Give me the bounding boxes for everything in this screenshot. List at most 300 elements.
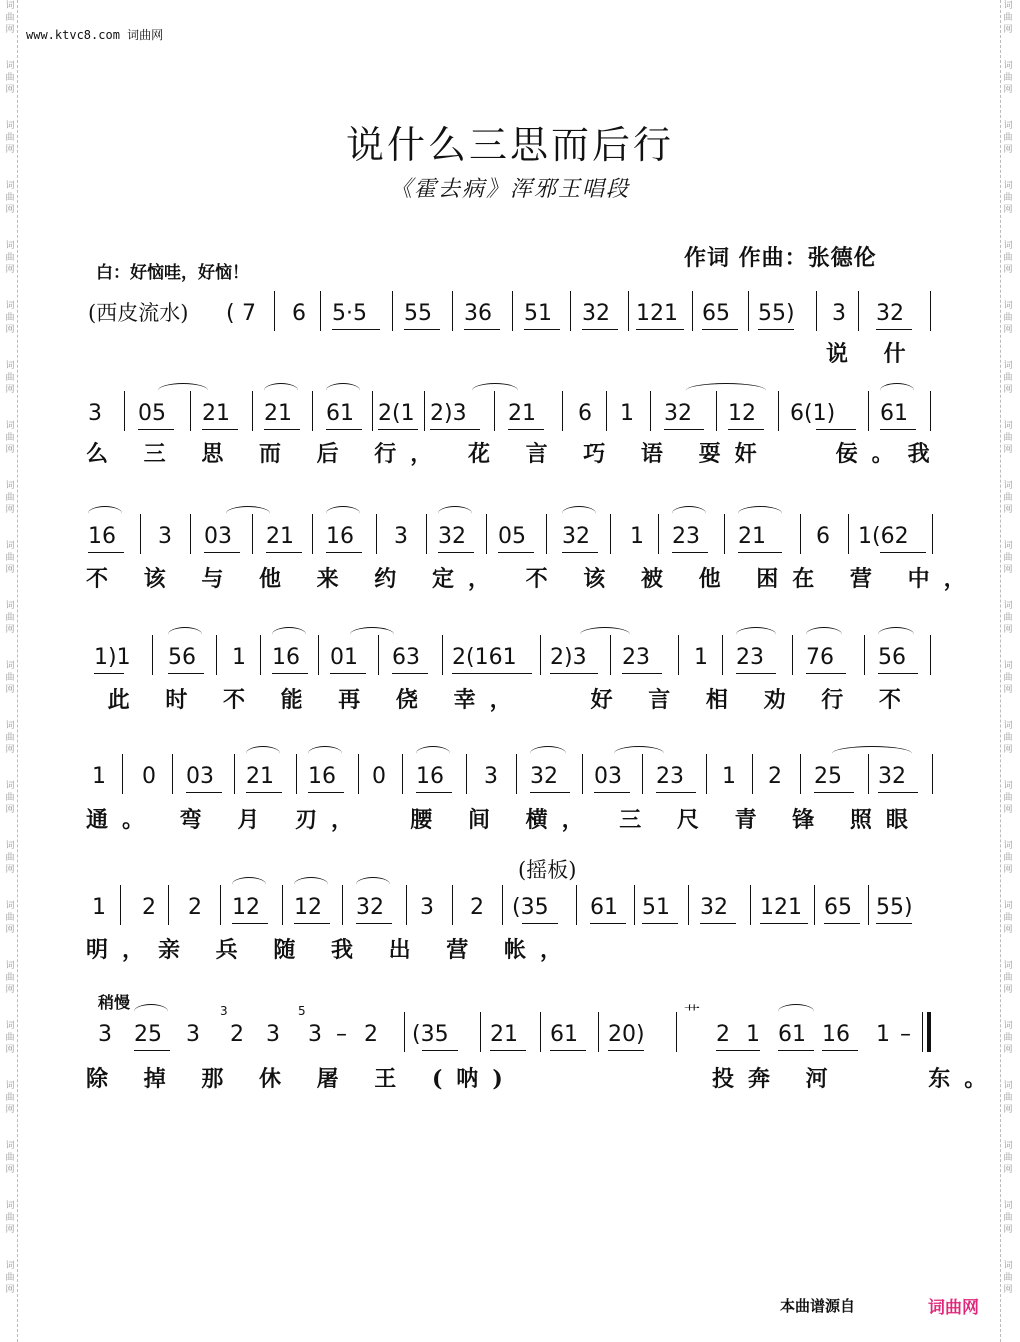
bar-line: [582, 754, 583, 794]
note: 61: [326, 401, 354, 426]
underline: [636, 329, 684, 330]
slur: [356, 877, 390, 892]
note: 25: [134, 1022, 162, 1047]
watermark-text: 词 曲 网: [1003, 1201, 1013, 1235]
note: 03: [594, 764, 622, 789]
watermark-text: 词 曲 网: [1003, 121, 1013, 155]
bar-line: [392, 291, 393, 331]
underline: [814, 792, 854, 793]
underline: [404, 329, 440, 330]
bar-line: [606, 391, 607, 431]
underline: [308, 792, 344, 793]
watermark-text: 词 曲 网: [1003, 481, 1013, 515]
watermark-text: 词 曲 网: [5, 241, 15, 275]
underline: [878, 792, 918, 793]
underline: [186, 792, 222, 793]
slur: [738, 506, 782, 521]
watermark-text: 词 曲 网: [1003, 961, 1013, 995]
bar-line: [748, 291, 749, 331]
notation-line-4: [86, 641, 946, 675]
underline: [562, 552, 598, 553]
underline: [378, 429, 418, 430]
bar-line: [930, 391, 931, 431]
bar-line: [452, 885, 453, 925]
note: 51: [524, 301, 552, 326]
underline: [778, 1050, 814, 1051]
note: 23: [622, 645, 650, 670]
bar-line: [570, 291, 571, 331]
underline: [672, 552, 708, 553]
bar-line: [724, 514, 725, 554]
bar-line: [426, 514, 427, 554]
underline: [716, 1050, 760, 1051]
note: 12: [294, 895, 322, 920]
watermark-text: 词 曲 网: [1003, 661, 1013, 695]
note: –: [900, 1022, 911, 1047]
note: 32: [664, 401, 692, 426]
underline: [738, 552, 782, 553]
note: 32: [562, 524, 590, 549]
bar-line: [318, 635, 319, 675]
bar-line: [122, 754, 123, 794]
bar-line: [486, 514, 487, 554]
watermark-text: 词 曲 网: [5, 781, 15, 815]
note: 16: [272, 645, 300, 670]
underline: [622, 673, 662, 674]
underline: [550, 673, 598, 674]
bar-line: [932, 514, 933, 554]
slur: [438, 506, 472, 521]
slur: [158, 383, 208, 398]
bar-line: [858, 291, 859, 331]
slur: [806, 627, 842, 642]
note: 1: [92, 895, 106, 920]
bar-line: [864, 635, 865, 675]
note: 32: [700, 895, 728, 920]
watermark-text: 词 曲 网: [5, 1201, 15, 1235]
bar-line: [540, 1012, 541, 1052]
lyrics-line-7b: 投奔 河 东。: [712, 1066, 1001, 1092]
note: 25: [814, 764, 842, 789]
bar-line: [402, 754, 403, 794]
underline: [452, 673, 532, 674]
lyrics-line-4: 此 时 不 能 再 侥 幸， 好 言 相 劝 行 不: [86, 687, 915, 713]
underline: [642, 923, 678, 924]
underline: [524, 329, 560, 330]
note: 32: [878, 764, 906, 789]
note: 1: [746, 1022, 760, 1047]
slur: [530, 746, 566, 761]
watermark-text: 词 曲 网: [1003, 721, 1013, 755]
bar-line: [320, 291, 321, 331]
underline: [700, 923, 736, 924]
bar-line: [274, 291, 275, 331]
bar-line: [576, 885, 577, 925]
notation-line-5: [86, 760, 946, 794]
song-title: 说什么三思而后行: [345, 123, 674, 167]
bar-line: [516, 754, 517, 794]
bar-line: [452, 291, 453, 331]
note: 05: [138, 401, 166, 426]
note: 2(1: [378, 401, 415, 426]
note: 1: [694, 645, 708, 670]
note: 23: [656, 764, 684, 789]
tempo-marking-line1: (西皮流水): [88, 301, 189, 325]
bar-line: [678, 635, 679, 675]
watermark-text: 词 曲 网: [5, 481, 15, 515]
note: 2: [142, 895, 156, 920]
note: 61: [590, 895, 618, 920]
bar-line: [216, 635, 217, 675]
note: 3: [832, 301, 846, 326]
slur: [272, 627, 306, 642]
underline: [822, 1050, 858, 1051]
note: 23: [672, 524, 700, 549]
note: 3: [186, 1022, 200, 1047]
watermark-text: 词 曲 网: [5, 841, 15, 875]
bar-line: [930, 291, 931, 331]
underline: [880, 552, 926, 553]
watermark-text: 词 曲 网: [1003, 1, 1013, 35]
note: 2: [230, 1022, 244, 1047]
underline: [94, 673, 124, 674]
bar-line: [930, 635, 931, 675]
note: 05: [498, 524, 526, 549]
underline: [88, 552, 124, 553]
watermark-text: 词 曲 网: [5, 181, 15, 215]
note: 32: [438, 524, 466, 549]
note: 3: [158, 524, 172, 549]
grace-note: 5: [298, 1004, 306, 1018]
note: 5·5: [332, 301, 367, 326]
watermark-text: 词 曲 网: [5, 301, 15, 335]
note: 56: [168, 645, 196, 670]
note: 55): [758, 301, 795, 326]
underline: [264, 429, 300, 430]
bar-line: [404, 1012, 405, 1052]
site-url[interactable]: [26, 26, 163, 43]
note: 1: [722, 764, 736, 789]
note: 32: [356, 895, 384, 920]
note: 1: [232, 645, 246, 670]
underline: [880, 429, 916, 430]
bar-line: [252, 514, 253, 554]
underline: [876, 329, 912, 330]
note: 21: [264, 401, 292, 426]
watermark-text: 词 曲 网: [1003, 1021, 1013, 1055]
underline: [416, 792, 452, 793]
lyrics-line-2: 么 三 思 而 后 行， 花 言 巧 语 耍奸 佞。我: [86, 441, 944, 467]
note: 2: [364, 1022, 378, 1047]
bar-line: [868, 754, 869, 794]
note: 32: [530, 764, 558, 789]
slur: [614, 746, 664, 761]
note: 3: [420, 895, 434, 920]
tempo-marking-line6: (摇板): [518, 858, 577, 882]
note: 55: [404, 301, 432, 326]
underline: [878, 673, 918, 674]
note: 51: [642, 895, 670, 920]
underline: [498, 552, 534, 553]
bar-line: [502, 885, 503, 925]
bar-line: [540, 635, 541, 675]
watermark-text: 词 曲 网: [5, 601, 15, 635]
bar-line: [922, 1012, 923, 1052]
note: (35: [512, 895, 549, 920]
watermark-text: 词 曲 网: [5, 361, 15, 395]
watermark-text: 词 曲 网: [1003, 241, 1013, 275]
watermark-text: 词 曲 网: [1003, 901, 1013, 935]
underline: [202, 429, 238, 430]
bar-line: [312, 391, 313, 431]
underline: [760, 923, 808, 924]
underline: [508, 429, 544, 430]
underline: [490, 1050, 526, 1051]
slur: [264, 383, 298, 398]
notation-line-3: [86, 520, 946, 554]
slur: [134, 1004, 168, 1019]
slur: [832, 746, 912, 761]
underline: [272, 673, 308, 674]
bar-line: [848, 514, 849, 554]
note: 16: [88, 524, 116, 549]
bar-line: [358, 754, 359, 794]
bar-line: [378, 635, 379, 675]
bar-line: [220, 885, 221, 925]
note: 1: [92, 764, 106, 789]
underline: [138, 429, 174, 430]
note: 61: [778, 1022, 806, 1047]
underline: [530, 792, 570, 793]
underline: [758, 329, 794, 330]
note: 2(161: [452, 645, 517, 670]
bar-line: [676, 1012, 677, 1052]
slur: [294, 877, 328, 892]
bar-line: [562, 391, 563, 431]
bar-line: [658, 514, 659, 554]
bar-line: [750, 885, 751, 925]
notation-line-6: [86, 891, 946, 925]
lyrics-line-3: 不 该 与 他 来 约 定， 不 该 被 他 困在 营 中，: [86, 566, 980, 592]
slur: [246, 746, 280, 761]
bar-line: [190, 391, 191, 431]
note: 55): [876, 895, 913, 920]
underline: [608, 1050, 644, 1051]
note: 1(62: [858, 524, 909, 549]
note: 2)3: [550, 645, 587, 670]
underline: [392, 673, 428, 674]
slur: [326, 506, 360, 521]
lyrics-line-6: 明，亲 兵 随 我 出 营 帐，: [86, 937, 576, 963]
note: 21: [738, 524, 766, 549]
bar-line: [466, 754, 467, 794]
bar-line: [650, 391, 651, 431]
bar-line: [868, 885, 869, 925]
bar-line: [610, 635, 611, 675]
watermark-text: 词 曲 网: [1003, 1141, 1013, 1175]
underline: [332, 329, 380, 330]
watermark-text: 词 曲 网: [5, 61, 15, 95]
note: 63: [392, 645, 420, 670]
note: 2: [716, 1022, 730, 1047]
underline: [326, 429, 362, 430]
underline: [330, 673, 366, 674]
underline: [876, 923, 912, 924]
note: 21: [490, 1022, 518, 1047]
bar-line: [642, 754, 643, 794]
underline: [522, 923, 558, 924]
underline: [824, 923, 860, 924]
bar-line: [598, 1012, 599, 1052]
underline: [464, 329, 500, 330]
watermark-text: 词 曲 网: [5, 901, 15, 935]
note: 0: [372, 764, 386, 789]
watermark-text: 词 曲 网: [1003, 1261, 1013, 1295]
note: 3: [88, 401, 102, 426]
watermark-text: 词 曲 网: [5, 1021, 15, 1055]
slur: [232, 877, 266, 892]
bar-line: [722, 635, 723, 675]
notation-line-1: [226, 297, 946, 331]
bar-line: [800, 754, 801, 794]
slur: [562, 506, 596, 521]
bar-line: [688, 885, 689, 925]
watermark-text: 词 曲 网: [5, 961, 15, 995]
watermark-text: 词 曲 网: [5, 421, 15, 455]
watermark-text: 词 曲 网: [5, 661, 15, 695]
watermark-text: 词 曲 网: [1003, 541, 1013, 575]
bar-line: [252, 391, 253, 431]
slur: [878, 627, 914, 642]
note: 32: [876, 301, 904, 326]
watermark-text: 词 曲 网: [5, 541, 15, 575]
bar-line: [816, 291, 817, 331]
notation-line-7: [86, 1003, 946, 1052]
watermark-text: 词 曲 网: [5, 1, 15, 35]
bar-line: [512, 291, 513, 331]
bar-line: [868, 391, 869, 431]
underline: [550, 1050, 586, 1051]
bar-line: [376, 514, 377, 554]
underline: [590, 923, 626, 924]
note: 6: [816, 524, 830, 549]
bar-line: [140, 514, 141, 554]
note: (: [226, 301, 235, 326]
slur: [672, 506, 706, 521]
note: (35: [412, 1022, 449, 1047]
grace-note: 3: [220, 1004, 228, 1018]
note: 65: [702, 301, 730, 326]
bar-line: [792, 635, 793, 675]
note: 12: [728, 401, 756, 426]
slur: [168, 627, 202, 642]
bar-line: [932, 754, 933, 794]
lyrics-line-7a: 除 掉 那 休 屠 王 (呐): [86, 1066, 517, 1092]
note: 65: [824, 895, 852, 920]
slur: [308, 746, 342, 761]
note: 6(1): [790, 401, 836, 426]
slur: [326, 383, 360, 398]
bar-line: [124, 391, 125, 431]
watermark-text: 词 曲 网: [5, 1141, 15, 1175]
note: 76: [806, 645, 834, 670]
notation-line-2: [86, 397, 946, 431]
bar-line: [190, 514, 191, 554]
site-url-text[interactable]: www.ktvc8.com: [26, 28, 120, 42]
note: 3: [394, 524, 408, 549]
bar-line: [120, 885, 121, 925]
note: 3: [266, 1022, 280, 1047]
underline: [582, 329, 618, 330]
underline: [664, 429, 704, 430]
free-meter-mark: 艹: [684, 1003, 701, 1022]
bar-line: [752, 754, 753, 794]
spoken-line: 白：好恼哇，好恼！: [96, 263, 249, 283]
footer-logo[interactable]: 词曲网: [928, 1298, 979, 1318]
slur: [226, 506, 270, 521]
underline: [728, 429, 764, 430]
bar-line: [168, 885, 169, 925]
bar-line: [172, 754, 173, 794]
slur: [88, 506, 122, 521]
slur: [416, 746, 450, 761]
bar-line: [778, 391, 779, 431]
underline: [736, 673, 776, 674]
note: 6: [292, 301, 306, 326]
watermark-text: 词 曲 网: [1003, 361, 1013, 395]
note: 2: [188, 895, 202, 920]
bar-line: [406, 885, 407, 925]
underline: [430, 429, 480, 430]
lyrics-line-5: 通。 弯 月 刃， 腰 间 横， 三 尺 青 锋 照眼: [86, 807, 922, 833]
underline: [422, 1050, 458, 1051]
bar-line: [610, 514, 611, 554]
bar-line: [716, 391, 717, 431]
slur: [350, 627, 394, 642]
bar-line: [312, 514, 313, 554]
tempo-marking-line7: 稍慢: [98, 993, 131, 1012]
note: 3: [484, 764, 498, 789]
note: 61: [550, 1022, 578, 1047]
bar-line: [634, 885, 635, 925]
watermark-text: 词 曲 网: [1003, 61, 1013, 95]
bar-line: [260, 635, 261, 675]
underline: [356, 923, 392, 924]
bar-line: [372, 391, 373, 431]
footer-source-label: 本曲谱源自: [780, 1297, 856, 1315]
note: –: [336, 1022, 347, 1047]
note: 0: [142, 764, 156, 789]
note: 16: [822, 1022, 850, 1047]
underline: [204, 552, 240, 553]
note: 3: [308, 1022, 322, 1047]
note: 16: [308, 764, 336, 789]
watermark-text: 词 曲 网: [1003, 841, 1013, 875]
bar-line: [424, 391, 425, 431]
watermark-text: 词 曲 网: [5, 1261, 15, 1295]
underline: [326, 552, 362, 553]
note: 36: [464, 301, 492, 326]
slur: [580, 627, 630, 642]
bar-line: [546, 514, 547, 554]
note: 21: [202, 401, 230, 426]
bar-line: [706, 754, 707, 794]
slur: [778, 1004, 814, 1019]
note: 3: [98, 1022, 112, 1047]
song-subtitle: 《霍去病》浑邪王唱段: [389, 177, 630, 202]
bar-line: [800, 514, 801, 554]
underline: [266, 552, 302, 553]
